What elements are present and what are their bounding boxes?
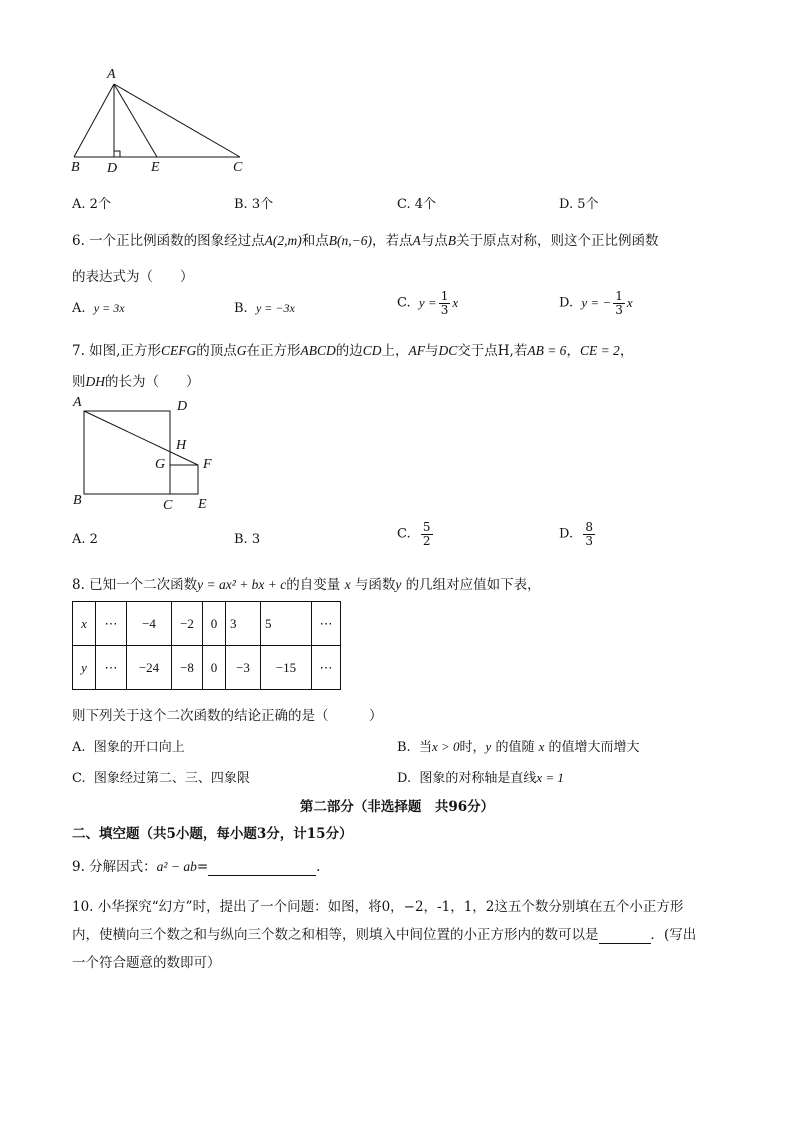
segment-ab: [74, 84, 114, 157]
q7-stem: 7. 如图,正方形CEFG的顶点G在正方形ABCD的边CD上，AF与DC交于点H,若AB = 6，CE = 2，: [72, 343, 634, 359]
squares-label-f: F: [203, 457, 212, 472]
triangle-label-c: C: [233, 160, 243, 175]
q8-option-b: B. 当x > 0时，y 的值随 x 的值增大而增大: [397, 739, 640, 755]
right-angle-mark: [114, 151, 120, 157]
table-row: [73, 602, 341, 646]
triangle-label-d: D: [107, 161, 118, 176]
q6-stem: 6. 一个正比例函数的图象经过点A(2,m)和点B(n,−6)，若点A与点B关于原点对称，则这个正比例函数: [72, 233, 659, 249]
q6-stem-line2: 的表达式为（ ）: [72, 269, 194, 285]
value-table: [72, 601, 341, 690]
q8-question: 则下列关于这个二次函数的结论正确的是（ ）: [72, 708, 383, 724]
table-cell: ⋯: [312, 646, 341, 690]
part-two-heading: 第二部分（非选择题 共96分）: [299, 799, 495, 815]
q6-option-c: C. y = $\frac{1}{3}$ x: [397, 289, 459, 317]
triangle-label-e: E: [151, 160, 160, 175]
q6-option-d: D. y = − $\frac{1}{3}$ x: [559, 289, 633, 317]
table-cell: ⋯: [96, 646, 127, 690]
table-cell: 0: [203, 602, 226, 646]
q8-option-a: A. 图象的开口向上: [72, 740, 185, 755]
q5-option-b: B. 3个: [234, 197, 274, 212]
table-cell: 0: [203, 646, 226, 690]
squares-label-e: E: [198, 497, 207, 512]
square-abcd: [84, 411, 170, 494]
table-cell: −2: [172, 602, 203, 646]
q7-option-b: B. 3: [234, 532, 261, 547]
squares-label-d: D: [177, 399, 188, 414]
table-cell: −15: [261, 646, 312, 690]
table-cell: ⋯: [96, 602, 127, 646]
triangle-label-a: A: [107, 67, 116, 82]
table-cell: −3: [226, 646, 261, 690]
table-cell: 5: [261, 602, 312, 646]
segment-ac: [114, 84, 240, 157]
table-cell: ⋯: [312, 602, 341, 646]
table-row: [73, 646, 341, 690]
table-cell: −4: [127, 602, 172, 646]
table-cell: −8: [172, 646, 203, 690]
q7-option-a: A. 2: [72, 532, 98, 547]
q6-option-a: A. y = 3x: [72, 301, 125, 316]
q7-option-c: C. $\frac{5}{2}$: [397, 520, 431, 548]
q10-stem-line1: 10. 小华探究“幻方”时，提出了一个问题：如图，将0，−2，-1，1，2这五个数分别填在五个小正方形: [72, 899, 684, 915]
squares-label-h: H: [176, 438, 187, 453]
q7-option-d: D. $\frac{8}{3}$: [559, 520, 593, 548]
q6-option-b: B. y = −3x: [234, 301, 295, 316]
q5-option-c: C. 4个: [397, 197, 437, 212]
triangle-figure: [60, 60, 260, 185]
q8-option-c: C. 图象经过第二、三、四象限: [72, 771, 250, 786]
squares-figure: [70, 400, 230, 510]
q5-option-a: A. 2个: [72, 197, 111, 212]
section-two-heading: 二、填空题（共5小题，每小题3分，计15分）: [72, 826, 353, 842]
table-cell: 3: [226, 602, 261, 646]
q9-stem: 9. 分解因式：a² − ab= .: [72, 859, 321, 875]
segment-ae: [114, 84, 157, 157]
table-cell: −24: [127, 646, 172, 690]
table-cell: x: [73, 602, 96, 646]
q8-stem: 8. 已知一个二次函数y = ax² + bx + c的自变量 x 与函数y 的几组对应值如下表，: [72, 577, 541, 593]
q10-stem-line3: 一个符合题意的数即可）: [72, 955, 221, 971]
q7-stem-line2: 则DH的长为（ ）: [72, 374, 200, 390]
squares-label-b: B: [73, 493, 82, 508]
q10-answer-blank[interactable]: [599, 927, 651, 944]
q10-stem-line2: 内，使横向三个数之和与纵向三个数之和相等，则填入中间位置的小正方形内的数可以是 ．(写出: [72, 927, 697, 943]
squares-label-c: C: [163, 498, 173, 513]
square-cefg: [170, 465, 198, 494]
squares-label-a: A: [73, 395, 82, 410]
triangle-label-b: B: [71, 160, 80, 175]
q5-option-d: D. 5个: [559, 197, 599, 212]
q9-answer-blank[interactable]: [208, 859, 316, 876]
squares-label-g: G: [155, 457, 166, 472]
table-cell: y: [73, 646, 96, 690]
q8-option-d: D. 图象的对称轴是直线x = 1: [397, 770, 564, 786]
